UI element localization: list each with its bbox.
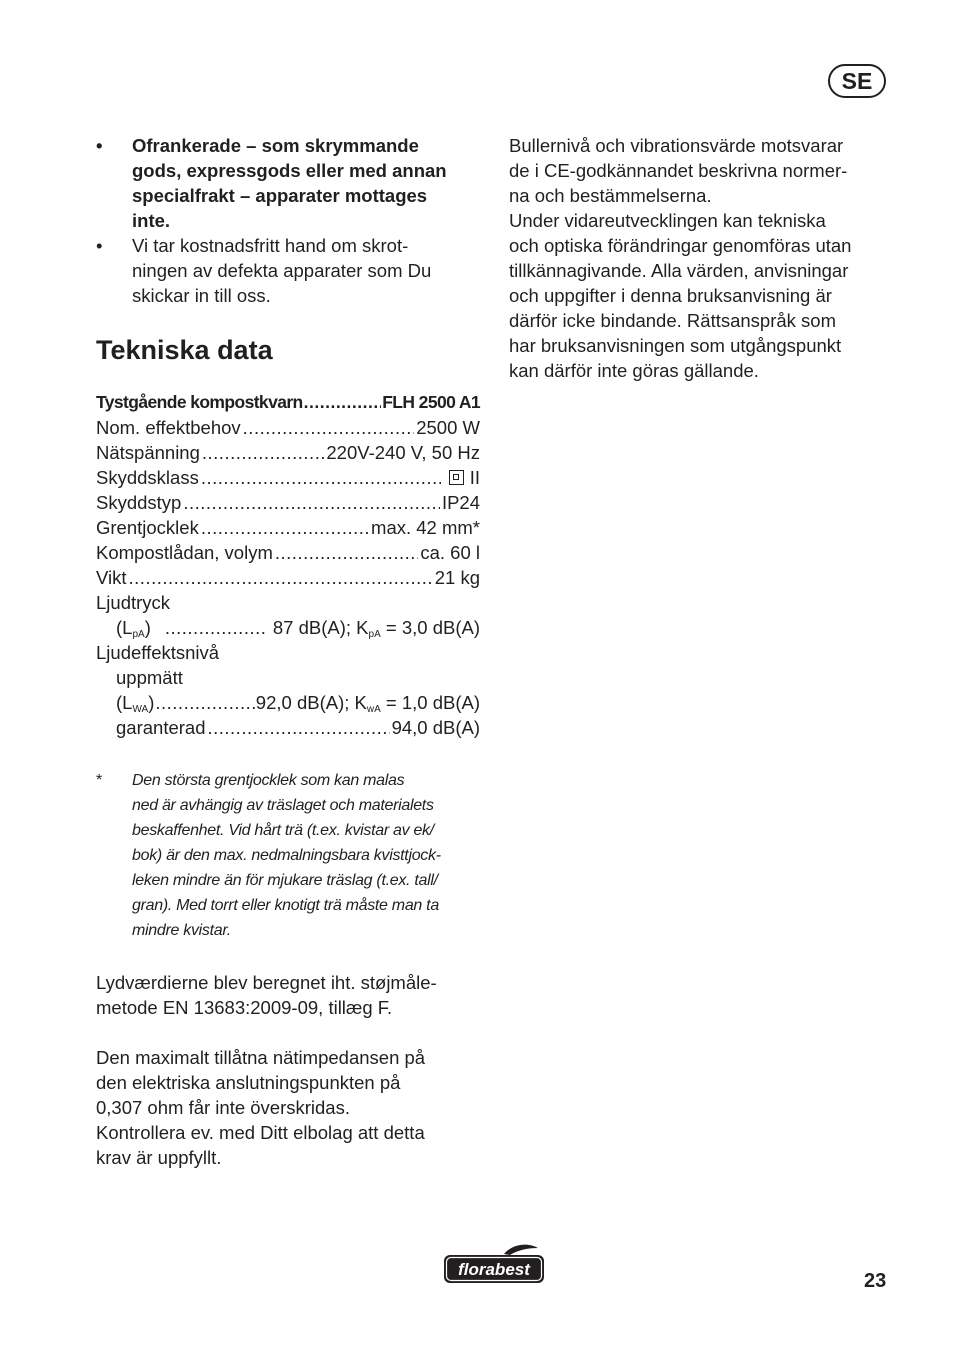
spec-label: garanterad xyxy=(116,717,206,738)
bullet-line: Vi tar kostnadsfritt hand om skrot- xyxy=(132,235,409,256)
spec-value xyxy=(273,615,480,640)
spec-row xyxy=(96,440,480,465)
value-text: = 3,0 dB(A) xyxy=(385,617,480,638)
leader-dots xyxy=(129,565,433,590)
bullet-symbol: • xyxy=(96,235,103,256)
spec-label: Nätspänning xyxy=(96,442,200,463)
sound-pressure-row xyxy=(96,615,480,640)
paragraph-line: och optiska förändringar genomföras utan xyxy=(509,235,852,256)
paragraph xyxy=(96,1045,480,1170)
symbol-close: ) xyxy=(148,692,155,713)
paragraph-line: kan därför inte göras gällande. xyxy=(509,360,759,381)
florabest-logo xyxy=(442,1244,546,1286)
spec-label xyxy=(116,615,151,640)
spec-label xyxy=(116,690,154,715)
paragraph-line: den elektriska anslutningspunkten på xyxy=(96,1072,401,1093)
leader-dots xyxy=(202,440,325,465)
leader-dots xyxy=(201,465,441,490)
spec-table xyxy=(96,390,480,740)
paragraph-line: har bruksanvisningen som utgångspunkt xyxy=(509,335,842,356)
spec-row xyxy=(96,490,480,515)
bullet-line: specialfrakt – apparater mottages xyxy=(132,185,428,206)
bullet-line: ningen av defekta apparater som Du xyxy=(132,260,432,281)
leader-dots xyxy=(207,715,389,740)
paragraph-line: tillkännagivande. Alla värden, anvisningar xyxy=(509,260,849,281)
bullet-line: Ofrankerade – som skrymmande xyxy=(132,135,419,156)
symbol-l: (L xyxy=(116,617,133,638)
model-number: FLH 2500 A1 xyxy=(382,392,480,412)
symbol-close: ) xyxy=(144,617,151,638)
paragraph-line: och uppgifter i denna bruksanvisning är xyxy=(509,285,832,306)
right-column xyxy=(509,133,893,383)
bullet-line: skickar in till oss. xyxy=(132,285,271,306)
paragraph-line: Kontrollera ev. med Ditt elbolag att detta xyxy=(96,1122,425,1143)
paragraph-line: na och bestämmelserna. xyxy=(509,185,712,206)
paragraph-line: 0,307 ohm får inte överskridas. xyxy=(96,1097,350,1118)
spec-value: 21 kg xyxy=(434,567,480,588)
spec-row xyxy=(96,415,480,440)
leader-dots xyxy=(183,490,440,515)
measured-label: uppmätt xyxy=(116,667,183,688)
bullet-line: inte. xyxy=(132,210,171,231)
leader-dots xyxy=(155,690,255,715)
spec-header-row xyxy=(96,390,480,415)
spec-value xyxy=(449,465,480,490)
subscript: pA xyxy=(132,629,145,640)
spec-label: Nom. effektbehov xyxy=(96,417,241,438)
subscript: pA xyxy=(368,629,381,640)
bullet-line: gods, expressgods eller med annan xyxy=(132,160,447,181)
paragraph-line: Lydværdierne blev beregnet iht. støjmåle- xyxy=(96,972,437,993)
value-text: 87 dB(A); K xyxy=(272,617,369,638)
spec-label: Vikt xyxy=(96,567,127,588)
spec-value xyxy=(256,690,480,715)
leader-dots xyxy=(243,415,415,440)
footnote-line: beskaffenhet. Vid hårt trä (t.ex. kvistar av ek/ xyxy=(132,822,434,839)
paragraph xyxy=(96,970,480,1020)
section-heading: Tekniska data xyxy=(96,335,273,365)
bullet-item xyxy=(96,133,480,233)
leader-dots xyxy=(275,540,418,565)
footnote-line: bok) är den max. nedmalningsbara kvisttjock- xyxy=(132,847,441,864)
symbol-l: (L xyxy=(116,692,133,713)
sound-power-row xyxy=(96,690,480,715)
paragraph-line: metode EN 13683:2009-09, tillæg F. xyxy=(96,997,393,1018)
bullet-item xyxy=(96,233,480,308)
paragraph-line: därför icke bindande. Rättsanspråk som xyxy=(509,310,837,331)
protection-class-icon xyxy=(449,470,464,485)
spec-value: ca. 60 l xyxy=(420,542,480,563)
subscript: WA xyxy=(132,704,149,715)
spec-row xyxy=(96,565,480,590)
paragraph-line: Under vidareutvecklingen kan tekniska xyxy=(509,210,826,231)
value-text: 92,0 dB(A); K xyxy=(255,692,367,713)
logo-text: florabest xyxy=(458,1260,530,1279)
footnote-line: ned är avhängig av träslaget och materialets xyxy=(132,797,434,814)
footnote-marker: * xyxy=(96,772,102,789)
spec-row xyxy=(96,465,480,490)
footnote-line: Den största grentjocklek som kan malas xyxy=(132,772,405,789)
paragraph-line: krav är uppfyllt. xyxy=(96,1147,222,1168)
spec-value: max. 42 mm* xyxy=(371,517,480,538)
spec-label: Skyddsklass xyxy=(96,467,199,488)
value-text: = 1,0 dB(A) xyxy=(385,692,480,713)
paragraph-line: Bullernivå och vibrationsvärde motsvarar xyxy=(509,135,844,156)
paragraph-line: de i CE-godkännandet beskrivna normer- xyxy=(509,160,848,181)
sound-power-label: Ljudeffektsnivå xyxy=(96,642,220,663)
spec-label: Kompostlådan, volym xyxy=(96,542,273,563)
spec-label: Grentjocklek xyxy=(96,517,199,538)
footnote-line: leken mindre än för mjukare träslag (t.ex. tall/ xyxy=(132,872,438,889)
paragraph-line: Den maximalt tillåtna nätimpedansen på xyxy=(96,1047,426,1068)
spec-row xyxy=(96,540,480,565)
subscript: wA xyxy=(366,704,381,715)
product-name: Tystgående kompostkvarn xyxy=(96,392,303,412)
leader-dots xyxy=(304,390,382,415)
spec-label: Skyddstyp xyxy=(96,492,182,513)
guaranteed-row xyxy=(96,715,480,740)
footnote-line: gran). Med torrt eller knotigt trä måste man ta xyxy=(132,897,439,914)
spec-value: 94,0 dB(A) xyxy=(391,717,480,738)
leader-dots xyxy=(201,515,369,540)
leader-dots xyxy=(165,615,267,640)
page-number: 23 xyxy=(864,1270,887,1292)
spec-value: IP24 xyxy=(441,492,480,513)
footnote-line: mindre kvistar. xyxy=(132,922,231,939)
spec-value-text: II xyxy=(469,467,480,488)
bullet-symbol: • xyxy=(96,135,103,156)
spec-value: 2500 W xyxy=(416,417,480,438)
left-column xyxy=(96,133,480,1170)
language-badge: SE xyxy=(828,64,886,98)
sound-pressure-label: Ljudtryck xyxy=(96,592,171,613)
footnote xyxy=(96,768,480,943)
spec-row xyxy=(96,515,480,540)
spec-value: 220V-240 V, 50 Hz xyxy=(326,442,480,463)
